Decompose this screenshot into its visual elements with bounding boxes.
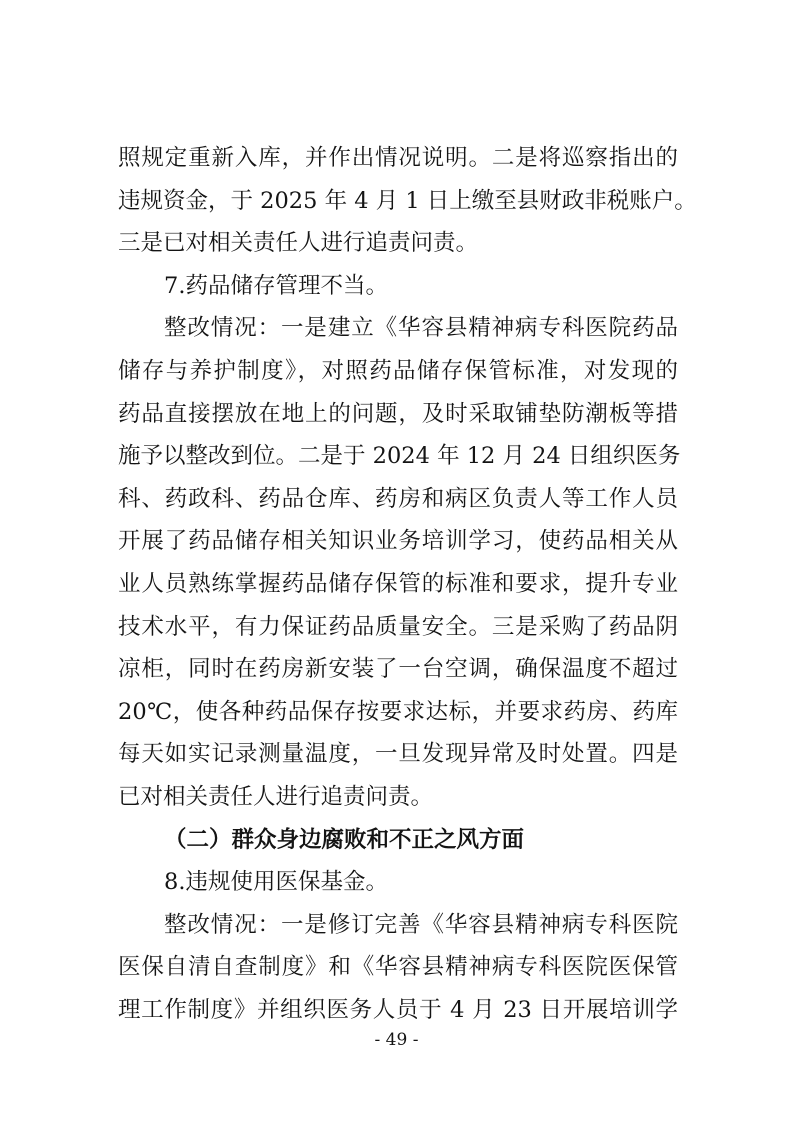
text-line: 施予以整改到位。二是于 2024 年 12 月 24 日组织医务 [118, 443, 681, 470]
text-line: 药品直接摆放在地上的问题，及时采取铺垫防潮板等措 [118, 400, 678, 427]
text-line: 违规资金，于 2025 年 4 月 1 日上缴至县财政非税账户。 [118, 187, 697, 214]
page-number: - 49 - [374, 1030, 419, 1050]
text-line: 理工作制度》并组织医务人员于 4 月 23 日开展培训学 [118, 996, 678, 1023]
text-line: 凉柜，同时在药房新安装了一台空调，确保温度不超过 [118, 656, 678, 683]
text-line: 开展了药品储存相关知识业务培训学习，使药品相关从 [118, 528, 678, 555]
text-line: 储存与养护制度》，对照药品储存保管标准，对发现的 [118, 357, 678, 384]
section-heading: （二）群众身边腐败和不正之风方面 [164, 826, 525, 853]
text-line: 医保自清自查制度》和《华容县精神病专科医院医保管 [118, 954, 678, 981]
text-line: 业人员熟练掌握药品储存保管的标准和要求，提升专业 [118, 570, 678, 597]
text-line: 20℃，使各种药品保存按要求达标，并要求药房、药库 [118, 698, 678, 725]
section-item-heading: 8.违规使用医保基金。 [164, 869, 388, 896]
text-line: 每天如实记录测量温度，一旦发现异常及时处置。四是 [118, 741, 678, 768]
text-line: 整改情况：一是修订完善《华容县精神病专科医院 [164, 911, 678, 938]
text-line: 科、药政科、药品仓库、药房和病区负责人等工作人员 [118, 485, 678, 512]
text-line: 整改情况：一是建立《华容县精神病专科医院药品 [164, 315, 678, 342]
text-line: 三是已对相关责任人进行追责问责。 [118, 230, 479, 257]
text-line: 技术水平，有力保证药品质量安全。三是采购了药品阴 [118, 613, 678, 640]
text-line: 照规定重新入库，并作出情况说明。二是将巡察指出的 [118, 145, 678, 171]
section-item-heading: 7.药品储存管理不当。 [164, 272, 388, 299]
text-line: 已对相关责任人进行追责问责。 [118, 783, 434, 810]
body-text [118, 137, 697, 1031]
